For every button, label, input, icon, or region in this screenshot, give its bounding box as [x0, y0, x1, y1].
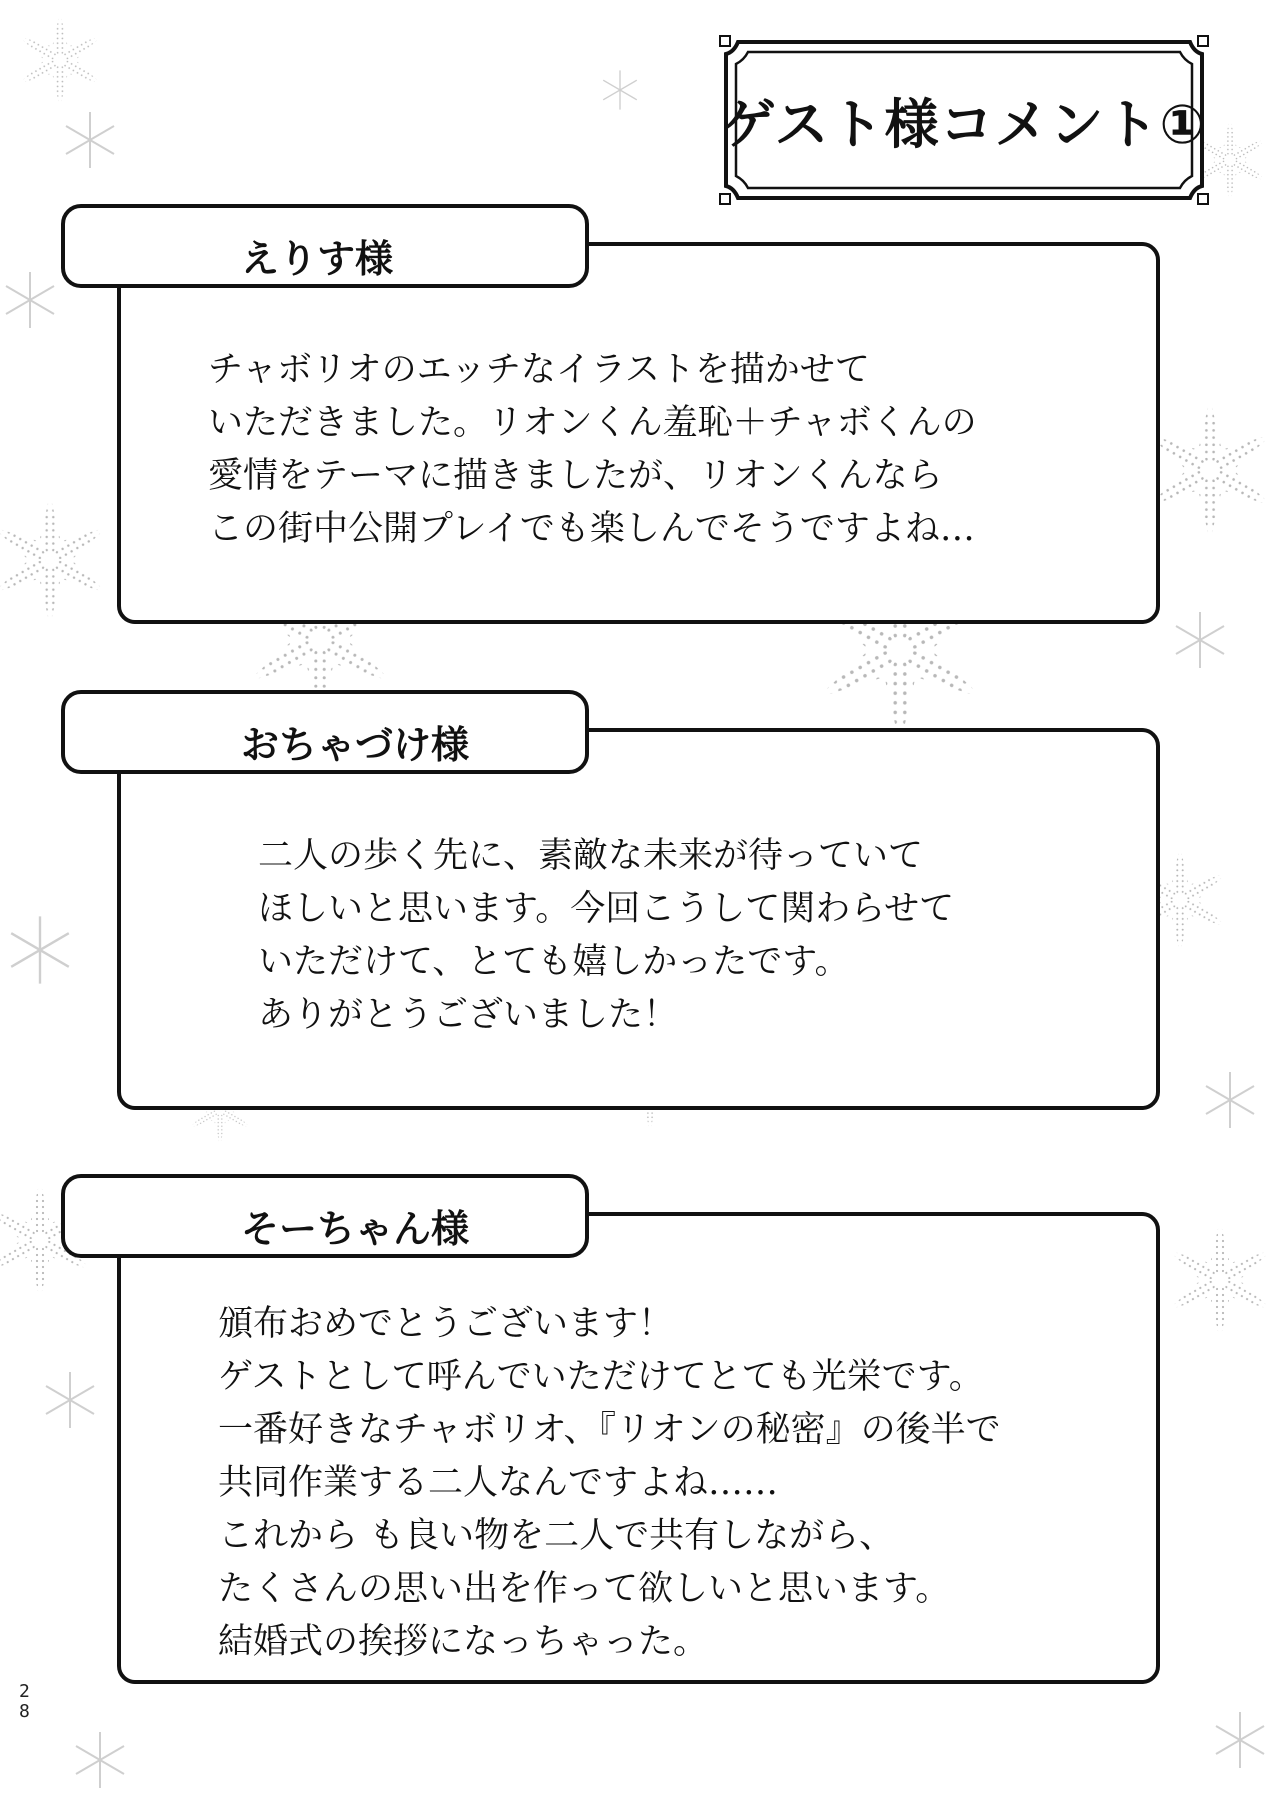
page-number — [14, 1682, 34, 1722]
page-title: ゲスト様コメント① — [721, 92, 1207, 156]
comment-line: ゲストとして呼んでいただけてとても光栄です。 — [218, 1357, 984, 1397]
page-number-text: 28 — [19, 1681, 30, 1722]
comment-line: 頒布おめでとうございます！ — [218, 1304, 674, 1344]
comment-line: この街中公開プレイでも楽しんでそうですよね… — [208, 509, 975, 549]
guest-name-tab — [61, 1174, 589, 1258]
guest-name-tab — [61, 204, 589, 288]
comment-text — [258, 830, 954, 1042]
comment-line: 結婚式の挨拶になっちゃった。 — [218, 1622, 709, 1662]
comment-line: ほしいと思います。今回こうして関わらせて — [258, 889, 955, 929]
comment-line: いただきました。リオンくん羞恥＋チャボくんの — [208, 403, 977, 443]
comment-text — [208, 344, 977, 556]
comment-line: いただけて、とても嬉しかったです。 — [258, 942, 850, 982]
comment-line: 共同作業する二人なんですよね…… — [218, 1463, 779, 1503]
guest-name: そーちゃん様 — [241, 1207, 470, 1251]
comment-line: これから も良い物を二人で共有しながら、 — [218, 1516, 895, 1556]
guest-name: えりす様 — [241, 237, 394, 281]
comment-text — [218, 1298, 1001, 1669]
comment-line: 一番好きなチャボリオ、『リオンの秘密』の後半で — [218, 1410, 1001, 1450]
comment-line: チャボリオのエッチなイラストを描かせて — [208, 350, 870, 390]
comment-line: 愛情をテーマに描きましたが、リオンくんなら — [208, 456, 943, 496]
guest-name-tab — [61, 690, 589, 774]
comment-line: 二人の歩く先に、素敵な未来が待っていて — [258, 836, 924, 876]
comment-line: ありがとうございました！ — [258, 995, 679, 1035]
comment-line: たくさんの思い出を作って欲しいと思います。 — [218, 1569, 951, 1609]
guest-name: おちゃづけ様 — [241, 723, 470, 767]
